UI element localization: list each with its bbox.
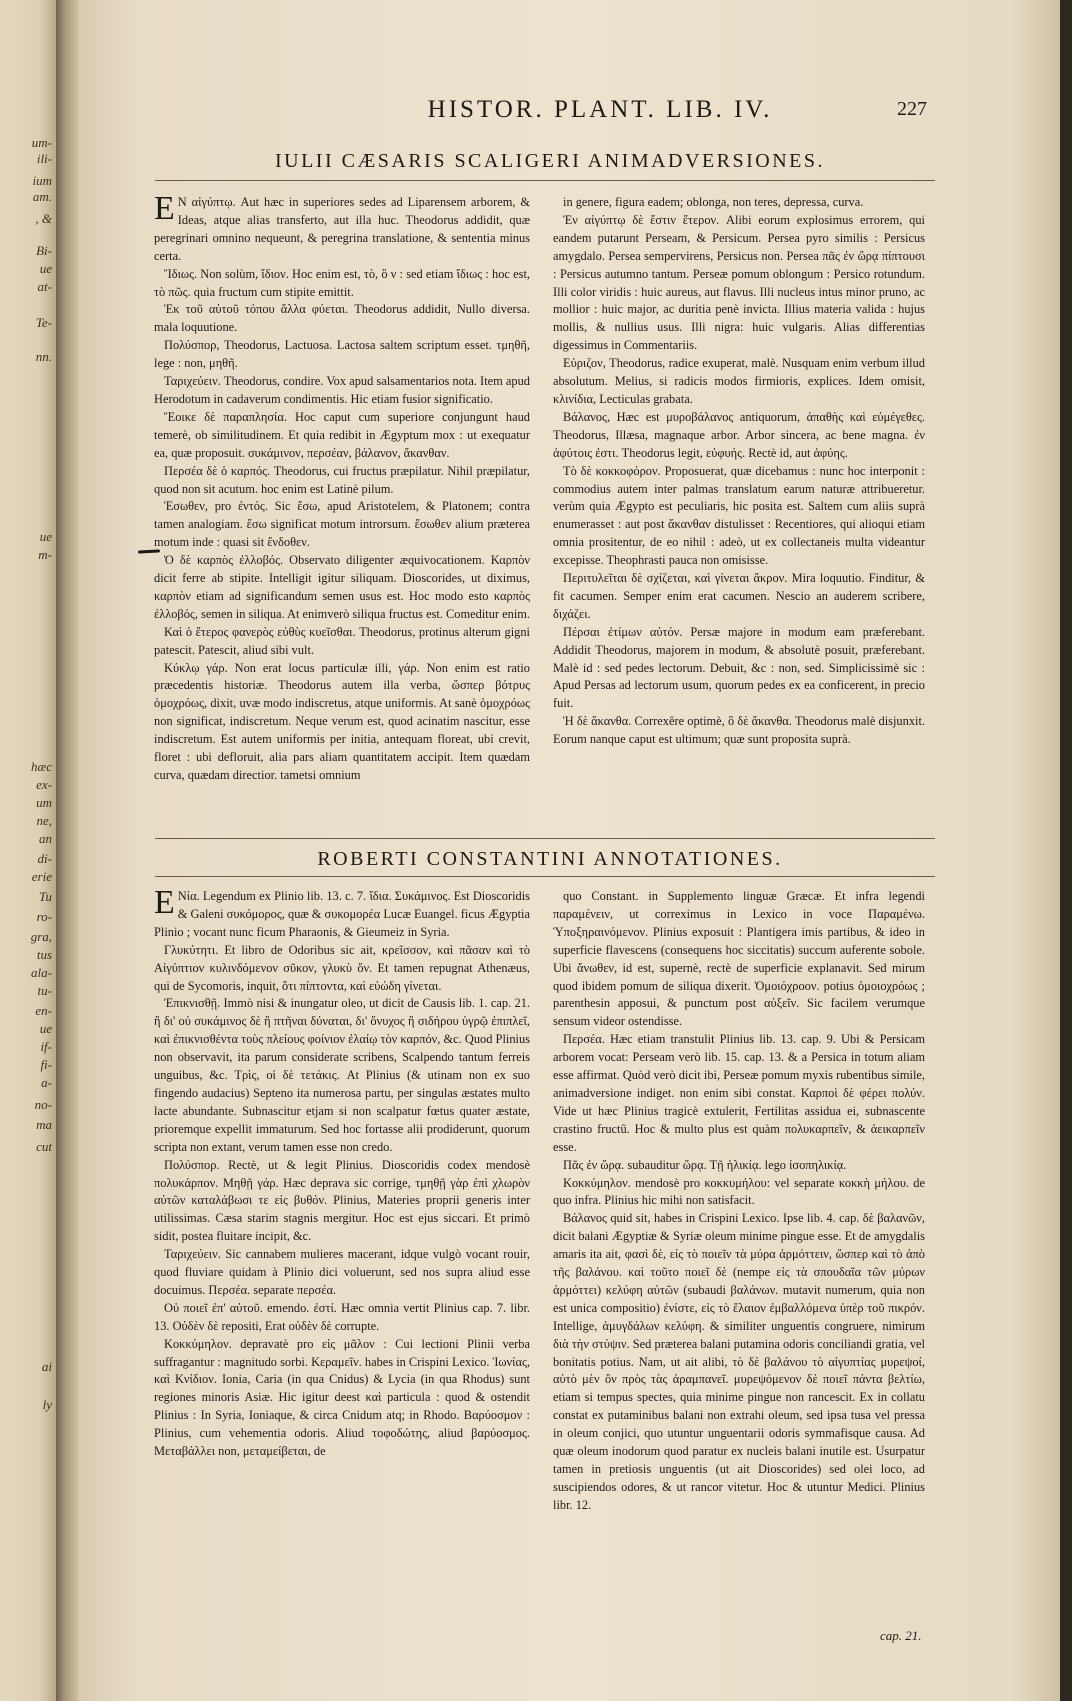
scaliger-column-left — [154, 194, 530, 834]
paragraph: Πᾶς ἐν ὥρᾳ. subauditur ὥρᾳ. Τῇ ἡλικίᾳ. lego ἰσοπηλικίᾳ. — [563, 1157, 847, 1172]
facing-page-text-fragment: no- — [34, 1097, 52, 1112]
section-rule — [155, 838, 935, 839]
paragraph: Πέρσαι ἐτίμων αὐτόν. Persæ majore in modum eam præferebant. Addidit Theodorus, majorem in modum, & absolutè posuit, præferebant. Malè id : sed pedes lectorum. Debuit, &c : non, sed. Simplicissimè sic : Apud Persas ad lectorum usum, quorum pedes ex ea conficerent, in precio fuit. — [553, 624, 925, 711]
book-gutter — [56, 0, 78, 1701]
paragraph: Κοκκύμηλον. depravatè pro εἰς μᾶλον : Cui lectioni Plinii verba suffragantur : magnitudo sorbi. Κεραμεῖν. habes in Crispini Lexico. Ἰωνίας, καὶ Κνίδιον. Ionia, Caria (in qua Cnidus) & Lycia (in qua Rhodus) sunt regiones minoris Asiæ. Hic igitur deest καὶ particula : quod & ostendit Plinius : In Syria, Ioniaque, & circa Cnidum atq; in Rhodo. Βαρύοσμον : Plinius, cum vehementia odoris. Aliud τοφοδώτης, aliud βαρύοσμος. Μεταβάλλει non, μεταμείβεται, de — [154, 1336, 530, 1459]
facing-page-text-fragment: Te- — [35, 315, 52, 330]
paragraph: Ἐκ τοῦ αὐτοῦ τόπου ἄλλα φύεται. Theodorus addidit, Nullo diversa. mala loquutione. — [154, 302, 530, 335]
facing-page-text-fragment: um — [36, 795, 52, 810]
facing-page-text-fragment: ue — [39, 1021, 52, 1036]
paragraph: Εὐριζον, Theodorus, radice exuperat, malè. Nusquam enim verbum illud absolutum. Melius, si radicis modos firmioris, explices. Idem omisit, κλινίδια, Lecticulas grabata. — [553, 356, 925, 406]
facing-page-text-fragment: ro- — [36, 909, 52, 924]
paragraph: Ἔοικε δὲ παραπλησία. Hoc caput cum superiore conjungunt haud temerè, ob similitudinem. Et quia redibit in Ægyptum mox : ut exequatur ea, quæ proposuit. συκάμινον, περσέαν, βάλανον, ἄκανθαν. — [154, 409, 530, 460]
facing-page-text-fragment: ium — [32, 173, 52, 188]
facing-page-text-fragment: gra, — [30, 929, 52, 944]
paragraph: Περσέα δὲ ὁ καρπός. Theodorus, cui fructus præpilatur. Nihil præpilatur, quod non sit acutum. hoc enim est Latinè pilum. — [154, 463, 530, 496]
facing-page-text-fragment: di- — [37, 851, 52, 866]
facing-page-text-fragment: erie — [31, 869, 52, 884]
facing-page-text-fragment: hæc — [31, 759, 52, 774]
catchword: cap. 21. — [880, 1628, 922, 1643]
paragraph: Ταριχεύειν. Sic cannabem mulieres macerant, idque vulgò vocant rouir, quod fluviare quidam à Plinio dici voluerunt, sed nos supra aliud esse docuimus. Περσέα. separate περσέα. — [154, 1247, 530, 1297]
paragraph: Βάλανος, Hæc est μυροβάλανος antiquorum, ἀπαθὴς καὶ εὐμέγεθες. Theodorus, Illæsa, magnaque arbor. Arbor sincera, ac bene magna. ἐν ἀφύτοις ἐστι. Theodorus legit, εὐφυής. Rectè id, aut ἀφύης. — [553, 409, 925, 460]
running-head: HISTOR. PLANT. LIB. IV. — [427, 96, 773, 123]
facing-page-text-fragment: ex- — [36, 777, 52, 792]
section-title-constantini: ROBERTI CONSTANTINI ANNOTATIONES. — [317, 848, 783, 870]
paragraph: Γλυκύτητι. Et libro de Odoribus sic ait, κρεῖσσον, καὶ πᾶσαν καὶ τὸ Αἰγύπτιον κυλινδόμενον σῦκον, γλυκὺ ὄν. Et tamen repugnat Athenæus, qui de Sycomoris, inquit, ὅτι πίπτοντα, καὶ εὐώδη γίνεται. — [154, 942, 530, 993]
facing-page-text-fragment: if- — [40, 1039, 52, 1054]
paragraph: Ἐν αἰγύπτῳ δὲ ἔστιν ἕτερον. Alibi eorum explosimus errorem, qui eandem putarunt Perseam, & Persicum. Persea pyro similis : Persicus amygdalo. Persea sempervirens, Persicus non. Persea πᾶς ἐν ὥρᾳ πίπτουσι : Persicus autumno tantum. Perseæ pomum oblongum : Persico rotundum. Illi color viridis : huic aureus, aut flavus. Illi nucleus intus minor pruno, ac mollior : huic major, ac duritia penè invicta. Illius materia valida : hujus mollis, & nullius usus. Illi nigra: huic vulgaris. Alias differentias digessimus in Commentariis. — [553, 212, 925, 353]
paragraph: Ὁ δὲ καρπὸς ἐλλοβός. Observato diligenter æquivocationem. Καρπὸν dicit ferre ab stipite. Intelligit igitur siliquam. Dioscorides, ut diximus, καρπὸν etiam ad significandum semen usus est. Hoc modo esto καρπὸς ἐλλοβός, semen in siliqua. At enimverò siliqua fructus est. Comeditur enim. — [154, 553, 530, 621]
facing-page-text-fragment: m- — [38, 547, 52, 562]
paragraph: EN αἰγύπτῳ. Aut hæc in superiores sedes ad Liparensem arborem, & Ideas, atque alias transferto, aut illa huc. Theodorus addidit, quæ peregrinari omnino nequeunt, & peregrina translatione, & sententia minus certa. — [154, 194, 530, 263]
paragraph: Κύκλῳ γάρ. Non erat locus particulæ illi, γάρ. Non enim est ratio præcedentis historiæ. Theodorus autem illa verba, ὥσπερ βότρυς ὁμοχρόως, dixit, uvæ modo indiscretus, atque uniformis. At sanè ὁμοχρόως non significat, indiscretum. Neque verum est, quod acinatim nascitur, esse indiscretum. Est autem uniformis per initia, antequam floreat, ubi crevit, floret : ubi defloruit, alia pars aliam quantitatem accipit. Item quædam curva, quædam directior. tametsi omnium — [154, 660, 530, 782]
paragraph: Βάλανος quid sit, habes in Crispini Lexico. Ipse lib. 4. cap. δὲ βαλανῶν, dicit balani Ægyptiæ & Syriæ oleum minime pingue esse. Et de amygdalis amaris ita ait, φασὶ δὲ, εἰς τὸ ποιεῖν τὰ μύρα ἁρμόττειν, ὥσπερ καὶ τὸ ἀπὸ τῆς βαλάνου. καὶ τοῦτο ποιεῖ δὲ (nempe εἰς τὰ σπουδαῖα τῶν μύρων ἁρμόττει) κελύφη αὐτῶν (subaudi βαλάνων. mutavit numerum, quia non est unica compositio) ἐνίστε, εἰς τὸ ἔλαιον ἐμβαλλόμενα ὑπὲρ τοῦ πικρόν. Intellige, ἀμυγδάλων κελύφη. & similiter unguentis congruere, nimirum διὰ τὴν στύψιν. Sed præterea balani putamina odoris conciliandi gratia, vel bonitatis potius. Nam, ut ait alibi, τὸ δὲ βαλάνου τὸ αἰγυπτίας μυρεψοί, αὐτὸ μὲν ὂν πρὸς τὰς ἀραμπανεῖ. μυρεψόμενον δὲ ποιεῖ πάντα βελτίω, etiam si tempus spectes, quia minime pingue non rancescit. Ex in collatu constat ex putaminibus balani non extrahi oleum, sed ipsa tusa vel pressa in oleum conjici, quo utuntur unguentarii odoris symmafisque causa. Ad quæ oleum inodorum quod paratur ex nucleis balani inutile est. Usurpatur tamen in pretiosis unguentis (ut ait Dioscorides) sed olei loco, ad suscipiendos odores, & ut rancor vitetur. Hoc & utuntur Medici. Plinius libr. 12. — [553, 1211, 925, 1512]
facing-page-text-fragment: nn. — [35, 349, 52, 364]
facing-page-text-fragment: ai — [41, 1359, 52, 1374]
paragraph: Περσέα. Hæc etiam transtulit Plinius lib. 13. cap. 9. Ubi & Persicam arborem vocat: Perseam verò lib. 15. cap. 13. & a Persica in totum aliam esse affirmat. Quòd verò dicit ibi, Perseæ pomum myxis rubentibus simile, animadversione indiget. non enim sibi constat. Καρποὶ δὲ φέρει πολύν. Vide ut hæc Plinius tragicè extulerit, Fertilitas assidua ei, subnascente crastino fructû. Hoc & multo plus est quàm πολυκαρπεῖν, & ἀεικαρπεῖν esse. — [553, 1032, 925, 1154]
constantini-column-right — [553, 888, 925, 1628]
paragraph: Πολύσπορ. Rectè, ut & legit Plinius. Dioscoridis codex mendosè πολυκάρπον. Μηθῇ γάρ. Hæc deprava sic corrige, τμηθῇ γὰρ ἐπὶ χλωρὸν αὐτῶν καταλάβωσι τε εἰς βυθόν. Plinius, Materies proprii generis inter utilissimas. Cæsa starim stagnis mergitur. Hoc est ejus siccari. Et primò sidit, postea fluitare incipit, &c. — [154, 1157, 530, 1244]
facing-page-text-fragment: Bi- — [36, 243, 52, 258]
facing-page-text-fragment: cut — [36, 1139, 52, 1154]
title-rule — [155, 180, 935, 181]
facing-page-text-fragment: , & — [35, 211, 52, 226]
facing-page-edge — [0, 0, 56, 1701]
facing-page-text-fragment: um- — [31, 135, 52, 150]
facing-page-text-fragment: ili- — [36, 151, 52, 166]
facing-page-text-fragment: an — [39, 831, 52, 846]
facing-page-text-fragment: at- — [37, 279, 52, 294]
paragraph: quo Constant. in Supplemento linguæ Græcæ. Et infra legendi παραμένειν, ut correximus in Lexico in voce Παραμένω. Ὑποξηραινόμενον. Plinius exposuit : Plantigera imis partibus, & ideo in superficie flavescens (consequens hoc siccitatis) succum auferente sobole. Ubi ἄνωθεν, id est, supernè, rectè de superficie explanavit. Sed mirum quod ibidem pomum de siliqua dixerit. Ὁμοιόχροον. potius ὁμοιοχρόως ; parenthesin apposui, & punctum post αὐξεῖν. Sic facilem verumque sensum videor ostendisse. — [553, 889, 925, 1029]
paragraph: Τὸ δὲ κοκκοφόρον. Proposuerat, quæ dicebamus : nunc hoc interponit : commodius autem inter palmas translatum earum naturæ attribueretur. verùm quia Ægypto est peculiaris, hic posita est. Saltem cum aliis suprà enumerasset : aut post ἄκανθαν distulisset : Recentiores, qui alioqui etiam omnia prositentur, de eo nihil : adeò, ut ex collectaneis multa videantur excepisse. Theophrasti pauca non omisisse. — [553, 463, 925, 568]
facing-page-text-fragment: fi- — [40, 1057, 52, 1072]
facing-page-text-fragment: ma — [36, 1117, 52, 1132]
facing-page-text-fragment: ue — [39, 261, 52, 276]
paragraph: Περιτυλεῖται δὲ σχίζεται, καὶ γίνεται ἄκρον. Mira loquutio. Finditur, & fit cacumen. Semper enim erat cacumen. Nescio an auderem scribere, διχάζει. — [553, 571, 925, 621]
section-title-scaliger: IULII CÆSARIS SCALIGERI ANIMADVERSIONES. — [274, 150, 826, 172]
facing-page-text-fragment: tus — [36, 947, 52, 962]
title-rule — [155, 876, 935, 877]
paragraph: Ἴδιως. Non solùm, ἴδιον. Hoc enim est, τὸ, ὃ ν : sed etiam ἴδιως : hoc est, τὸ πῶς. quia fructum cum stipite emittit. — [154, 266, 530, 299]
facing-page-text-fragment: ala- — [31, 965, 52, 980]
scaliger-column-right — [553, 194, 925, 834]
paragraph: Ἐπικνισθῇ. Immò nisi & inungatur oleo, ut dicit de Causis lib. 1. cap. 21. ἢ δι' οὐ συκάμινος δὲ ἢ πτῆναι δύναται, δι' ὄνυχος ἢ σιδήρου ὑγρῷ ἐπιπλεῖ, καὶ ἐπικνισθέντα τοὺς πλείους φοίνιον ἐλαίῳ τὸν καρπόν, &c. Quod Plinius non observavit, ita parum considerate scribens, Scalpendo tantum ferreis unguibus, &c. Τρὶς, οἱ δὲ τετάκις. At Plinius (& utinam non ex suo fingendo audacius) Septeno ita numerosa partu, per singulas æstates multo lacte abundante. Subnascitur etjam si non scalpatur fœtus quater æstate, prioremque expellit immaturum. Sed hoc fortasse alii prodiderunt, quorum scripta non extant, verum tamen esse non credo. — [154, 996, 530, 1154]
page-number: 227 — [897, 98, 927, 120]
paragraph: Κοκκύμηλον. mendosè pro κοκκυμήλου: vel separate κοκκὴ μήλου. de quo infra. Plinius hic mihi non satisfacit. — [553, 1175, 925, 1208]
paragraph: Οὐ ποιεῖ ἐπ' αὐτοῦ. emendo. ἐστί. Hæc omnia vertit Plinius cap. 7. libr. 13. Οὐδὲν δὲ repositi, Erat οὐδὲν δὲ corrupte. — [154, 1300, 530, 1333]
facing-page-text-fragment: am. — [32, 189, 52, 204]
facing-page-text-fragment: Tu — [38, 889, 52, 904]
paragraph: Πολύσπορ, Theodorus, Lactuosa. Lactosa saltem scriptum esset. τμηθῆ, lege : non, μηθῆ. — [154, 338, 530, 371]
paragraph: ENία. Legendum ex Plinio lib. 13. c. 7. ἴδια. Συκάμινος. Est Dioscoridis & Galeni συκόμορος, quæ & συκομορέα Lucæ Euangel. ficus Ægyptia Plinio ; vocant nunc ficum Pharaonis, & Gieumeiz in Syria. — [154, 888, 530, 939]
facing-page-text-fragment: ly — [42, 1397, 52, 1412]
constantini-column-left — [154, 888, 530, 1608]
facing-page-text-fragment: ue — [39, 529, 52, 544]
page-edge-shadow — [1060, 0, 1072, 1701]
paragraph: in genere, figura eadem; oblonga, non teres, depressa, curva. — [563, 195, 864, 209]
facing-page-text-fragment: tu- — [37, 983, 52, 998]
facing-page-text-fragment: en- — [35, 1003, 52, 1018]
facing-page-text-fragment: ne, — [36, 813, 52, 828]
paragraph: Καὶ ὁ ἕτερος φανερὸς εὐθὺς κυεῖσθαι. Theodorus, protinus alterum gigni patescit. Patescit, aliud sibi vult. — [154, 624, 530, 657]
facing-page-text-fragment: a- — [41, 1075, 52, 1090]
paragraph: Ἐσωθεν, pro ἐντός. Sic ἔσω, apud Aristotelem, & Platonem; contra tamen analogiam. ἔσω significat motum introrsum. ἔσωθεν alium præterea motum inde : quasi sit ἔνδοθεν. — [154, 499, 530, 550]
paragraph: Ἡ δὲ ἄκανθα. Correxêre optimè, ὃ δὲ ἄκανθα. Theodorus malè disjunxit. Eorum nanque caput est ultimum; quæ sunt proposita suprà. — [553, 714, 925, 747]
paragraph: Ταριχεύειν. Theodorus, condire. Vox apud salsamentarios nota. Item apud Herodotum in cadaverum condimentis. Hic etiam fusior significatio. — [154, 374, 530, 406]
